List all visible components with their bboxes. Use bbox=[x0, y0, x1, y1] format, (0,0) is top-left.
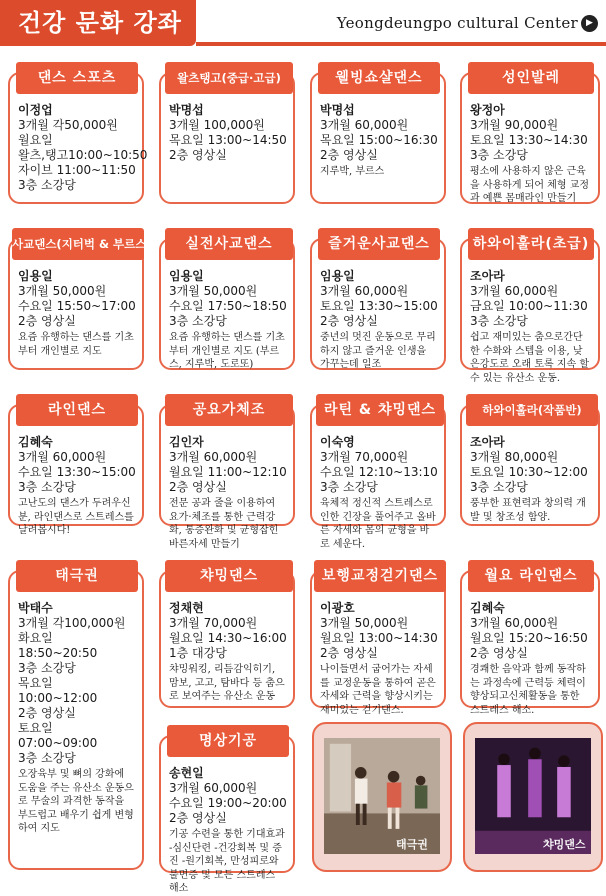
title-rule bbox=[196, 42, 606, 46]
instructor-name: 임용일 bbox=[169, 269, 204, 283]
page-title: 건강 문화 강좌 bbox=[0, 0, 196, 46]
class-card bbox=[159, 570, 295, 708]
class-info-line: 화요일 bbox=[18, 631, 53, 645]
class-info-line: 3개월 70,000원 bbox=[169, 616, 258, 630]
class-description: 지루박, 부르스 bbox=[320, 166, 385, 177]
class-info-line: 목요일 bbox=[18, 676, 53, 690]
class-info-line: 2층 영상실 bbox=[470, 646, 528, 660]
class-info-line: 2층 영상실 bbox=[320, 646, 378, 660]
class-card bbox=[460, 568, 600, 716]
class-info-line: 3층 소강당 bbox=[18, 178, 76, 192]
class-description: 경쾌한 음악과 함께 동작하는 과정속에 근력등 체력이 향상되고신체활동을 통한 스트레스 해소. bbox=[470, 664, 586, 716]
class-details bbox=[169, 268, 287, 370]
class-description: 챠밍워킹, 리듬감익히기, 맘보, 고고, 탐바다 등 춤으로 보여주는 유산소 운동 bbox=[169, 664, 285, 702]
class-info-line: 2층 영상실 bbox=[169, 811, 227, 825]
class-description: 기공 수련을 통한 기대효과 -심신단련 -건강회복 및 증진 -원기회복, 만성피로와 불면증 및 모든 스트레스 해소 bbox=[169, 829, 285, 894]
instructor-name: 정채현 bbox=[169, 601, 204, 615]
class-title: 사교댄스(지터벅 & 부르스) bbox=[12, 228, 144, 260]
class-info-line: 3층 소강당 bbox=[169, 314, 227, 328]
class-card bbox=[460, 72, 600, 204]
class-info-line: 3개월 70,000원 bbox=[320, 450, 409, 464]
class-card bbox=[310, 72, 446, 204]
class-card bbox=[310, 402, 446, 550]
class-info-line: 3개월 100,000원 bbox=[169, 118, 265, 132]
class-info-line: 자이브 11:00~11:50 bbox=[18, 163, 136, 177]
class-description: 평소에 사용하지 않은 근육을 사용하게 되어 체형 교정과 예쁜 몸매라인 만들기 bbox=[470, 166, 589, 204]
class-title: 댄스 스포츠 bbox=[16, 62, 138, 94]
class-description: 전문 공과 줄을 이용하여 요가·체조를 통한 근력강화, 통증완화 및 균형잡힌 바른자세 만들기 bbox=[169, 498, 279, 550]
class-card bbox=[460, 236, 600, 384]
class-info-line: 금요일 10:00~11:30 bbox=[470, 299, 588, 313]
class-info-line: 3층 소강당 bbox=[18, 751, 76, 765]
instructor-name: 조아라 bbox=[470, 435, 505, 449]
class-info-line: 목요일 15:00~16:30 bbox=[320, 133, 438, 147]
class-info-line: 수요일 15:50~17:00 bbox=[18, 299, 136, 313]
class-title: 실전사교댄스 bbox=[165, 228, 293, 260]
class-info-line: 월요일 15:20~16:50 bbox=[470, 631, 588, 645]
class-description: 요즘 유행하는 댄스를 기초부터 개인별로 지도 bbox=[18, 332, 134, 357]
class-description: 쉽고 재미있는 춤으로간단한 수화와 스텝을 이용, 낮은강도로 오래 토록 지속 할 수 있는 유산소 운동. bbox=[470, 332, 589, 384]
class-title: 하와이훌라(작품반) bbox=[466, 394, 598, 426]
instructor-name: 박태수 bbox=[18, 601, 53, 615]
class-description: 풍부한 표현력과 창의력 개발 및 창조성 함양. bbox=[470, 498, 586, 523]
instructor-name: 박명섭 bbox=[169, 103, 204, 117]
center-name: Yeongdeungpo cultural Center bbox=[336, 14, 578, 32]
class-info-line: 3층 소강당 bbox=[470, 314, 528, 328]
class-info-line: 3층 소강당 bbox=[470, 148, 528, 162]
instructor-name: 김혜숙 bbox=[18, 435, 53, 449]
class-info-line: 3개월 60,000원 bbox=[470, 616, 559, 630]
class-title: 명상기공 bbox=[167, 725, 289, 757]
class-info-line: 3개월 50,000원 bbox=[18, 284, 107, 298]
class-info-line: 3개월 각50,000원 bbox=[18, 118, 118, 132]
class-info-line: 3층 소강당 bbox=[320, 480, 378, 494]
class-info-line: 토요일 bbox=[18, 721, 53, 735]
play-arrow-icon[interactable]: ▶ bbox=[581, 15, 598, 32]
class-title: 하와이훌라(초급) bbox=[468, 228, 594, 260]
class-title: 라인댄스 bbox=[16, 394, 138, 426]
class-card bbox=[310, 238, 446, 370]
class-info-line: 3층 소강당 bbox=[18, 480, 76, 494]
class-details bbox=[18, 102, 148, 198]
class-info-line: 3개월 60,000원 bbox=[169, 781, 258, 795]
class-details bbox=[18, 434, 136, 536]
class-title: 즐거운사교댄스 bbox=[318, 228, 440, 260]
class-description: 육체적 정신적 스트레스로 인한 긴장을 풀어주고 올바른 자세와 몸의 균형을 바로 세운다. bbox=[320, 498, 436, 550]
class-info-line: 목요일 13:00~14:50 bbox=[169, 133, 287, 147]
class-info-line: 3층 소강당 bbox=[470, 480, 528, 494]
class-info-line: 3개월 각100,000원 bbox=[18, 616, 126, 630]
class-details bbox=[320, 600, 438, 716]
class-card bbox=[159, 238, 295, 370]
photo-caption: 태극권 bbox=[396, 838, 428, 851]
class-details bbox=[320, 102, 438, 198]
instructor-name: 김인자 bbox=[169, 435, 204, 449]
class-title: 월요 라인댄스 bbox=[468, 560, 594, 592]
instructor-name: 임용일 bbox=[18, 269, 53, 283]
class-card bbox=[8, 237, 152, 370]
class-info-line: 월요일 11:00~12:10 bbox=[169, 465, 287, 479]
class-info-line: 18:50~20:50 bbox=[18, 646, 98, 660]
class-info-line: 3개월 60,000원 bbox=[169, 450, 258, 464]
class-info-line: 2층 영상실 bbox=[18, 314, 76, 328]
class-description: 오장육부 및 뼈의 강화에 도움을 주는 유산소 운동으로 무술의 과격한 동작을 부드럽고 배우기 쉽게 변형하여 지도 bbox=[18, 769, 134, 834]
class-card bbox=[8, 402, 144, 536]
class-info-line: 3개월 50,000원 bbox=[169, 284, 258, 298]
class-details bbox=[169, 765, 287, 894]
class-card bbox=[159, 733, 295, 894]
class-card bbox=[159, 402, 295, 550]
class-title: 공요가체조 bbox=[165, 394, 293, 426]
class-details bbox=[320, 268, 438, 370]
class-card bbox=[460, 404, 600, 526]
class-card bbox=[310, 568, 446, 716]
class-info-line: 수요일 17:50~18:50 bbox=[169, 299, 287, 313]
instructor-name: 조아라 bbox=[470, 269, 505, 283]
class-details bbox=[169, 600, 287, 702]
class-info-line: 2층 영상실 bbox=[169, 148, 227, 162]
photo-tai-chi bbox=[312, 722, 452, 872]
class-info-line: 3개월 80,000원 bbox=[470, 450, 559, 464]
class-title: 성인발레 bbox=[468, 62, 594, 94]
instructor-name: 이광호 bbox=[320, 601, 355, 615]
class-details bbox=[18, 268, 136, 364]
class-title: 라틴 & 챠밍댄스 bbox=[316, 394, 444, 426]
class-info-line: 07:00~09:00 bbox=[18, 736, 98, 750]
class-info-line: 3개월 60,000원 bbox=[18, 450, 107, 464]
class-card bbox=[8, 570, 144, 870]
class-info-line: 월요일 bbox=[18, 133, 53, 147]
class-info-line: 2층 영상실 bbox=[18, 706, 76, 720]
class-title: 웰빙쇼샬댄스 bbox=[318, 62, 440, 94]
instructor-name: 송현일 bbox=[169, 766, 204, 780]
class-info-line: 3개월 90,000원 bbox=[470, 118, 559, 132]
class-info-line: 3개월 60,000원 bbox=[320, 284, 409, 298]
class-info-line: 토요일 13:30~15:00 bbox=[320, 299, 438, 313]
class-info-line: 월요일 14:30~16:00 bbox=[169, 631, 287, 645]
class-info-line: 수요일 12:10~13:10 bbox=[320, 465, 438, 479]
class-info-line: 수요일 13:30~15:00 bbox=[18, 465, 136, 479]
class-details bbox=[470, 600, 592, 716]
class-info-line: 3층 소강당 bbox=[18, 661, 76, 675]
class-info-line: 토요일 10:30~12:00 bbox=[470, 465, 588, 479]
instructor-name: 임용일 bbox=[320, 269, 355, 283]
class-description: 나이들면서 굽어가는 자세를 교정운동을 통하여 곧은자세와 근력을 향상시키는 재미있는 걷기댄스. bbox=[320, 664, 436, 716]
class-title: 태극권 bbox=[16, 560, 138, 592]
class-info-line: 3개월 50,000원 bbox=[320, 616, 409, 630]
class-details bbox=[470, 434, 592, 523]
class-card bbox=[8, 70, 148, 204]
class-title: 왈츠탱고(중급·고급) bbox=[165, 62, 293, 94]
instructor-name: 이정업 bbox=[18, 103, 53, 117]
instructor-name: 김혜숙 bbox=[470, 601, 505, 615]
class-info-line: 3개월 60,000원 bbox=[320, 118, 409, 132]
class-title: 보행교정걷기댄스 bbox=[314, 560, 446, 592]
class-info-line: 1층 대강당 bbox=[169, 646, 227, 660]
instructor-name: 왕정아 bbox=[470, 103, 505, 117]
class-info-line: 토요일 13:30~14:30 bbox=[470, 133, 588, 147]
class-details bbox=[470, 268, 592, 384]
class-description: 고난도의 댄스가 두려우신 분, 라인댄스로 스트레스를 날려봅시다! bbox=[18, 498, 134, 536]
class-details bbox=[169, 434, 287, 550]
class-info-line: 수요일 19:00~20:00 bbox=[169, 796, 287, 810]
class-info-line: 2층 영상실 bbox=[320, 314, 378, 328]
class-info-line: 2층 영상실 bbox=[169, 480, 227, 494]
instructor-name: 박명섭 bbox=[320, 103, 355, 117]
photo-charming-dance bbox=[463, 722, 603, 872]
class-title: 챠밍댄스 bbox=[165, 560, 293, 592]
class-details bbox=[18, 600, 136, 864]
class-card bbox=[159, 72, 295, 204]
class-info-line: 월요일 13:00~14:30 bbox=[320, 631, 438, 645]
class-details bbox=[320, 434, 438, 550]
photo-caption: 챠밍댄스 bbox=[543, 838, 586, 851]
class-details bbox=[470, 102, 592, 204]
class-info-line: 2층 영상실 bbox=[320, 148, 378, 162]
header-bar bbox=[0, 0, 606, 48]
class-details bbox=[169, 102, 287, 198]
class-description: 중년의 멋진 운동으로 무리하지 않고 즐거운 인생을 가꾸는데 일조 bbox=[320, 332, 436, 370]
class-info-line: 10:00~12:00 bbox=[18, 691, 98, 705]
class-info-line: 왈츠,탱고10:00~10:50 bbox=[18, 148, 148, 162]
class-description: 요즘 유행하는 댄스를 기초부터 개인별로 지도 (부르스, 지루박, 도로또) bbox=[169, 332, 285, 370]
instructor-name: 이숙영 bbox=[320, 435, 355, 449]
class-info-line: 3개월 60,000원 bbox=[470, 284, 559, 298]
